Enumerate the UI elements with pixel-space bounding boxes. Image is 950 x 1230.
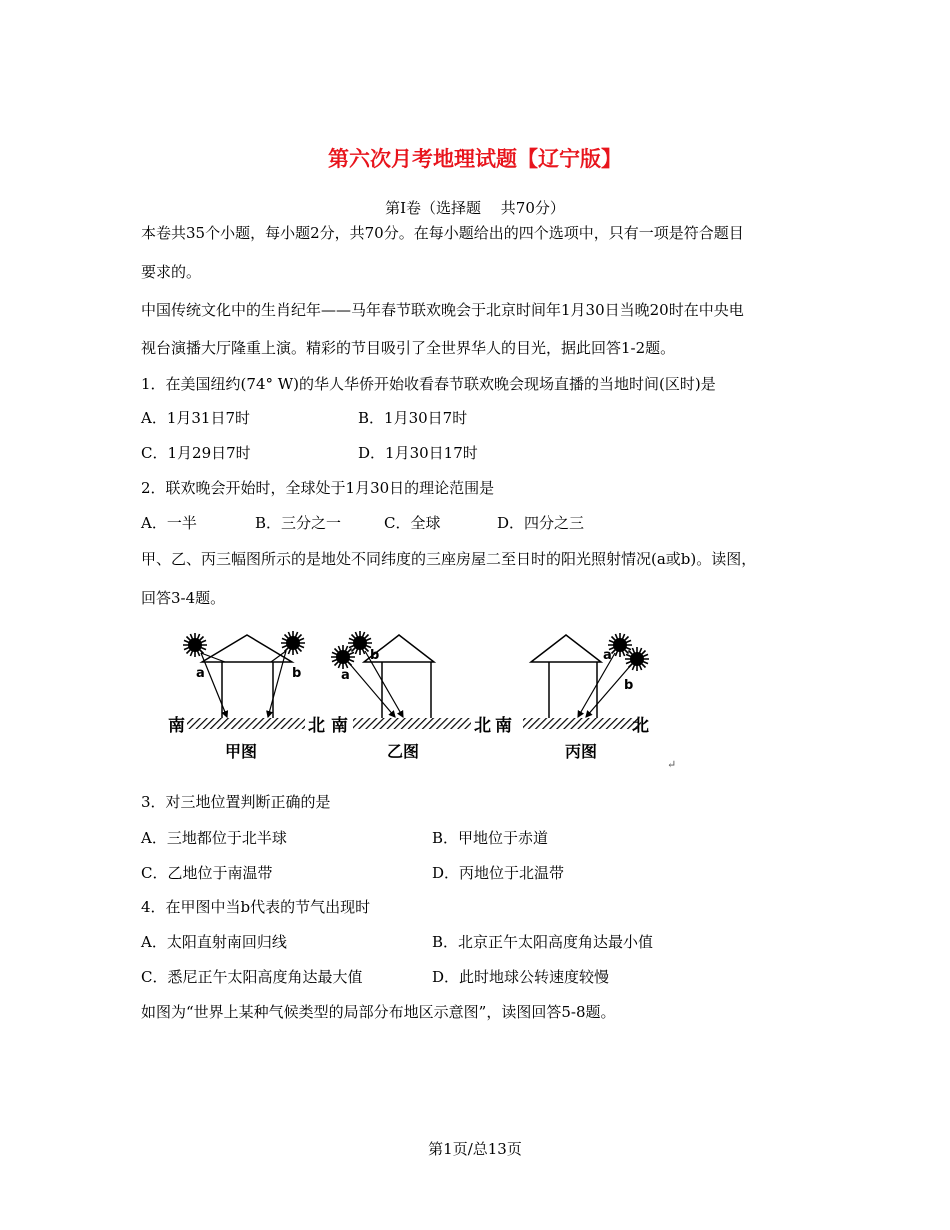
page-title: 第六次月考地理试题【辽宁版】 [328, 147, 622, 171]
instructions-line-2: 要求的。 [141, 263, 202, 281]
intro-line-3: 甲、乙、丙三幅图所示的是地处不同纬度的三座房屋二至日时的阳光照射情况(a或b)。读图， [141, 550, 757, 568]
intro-line-4: 回答3-4题。 [141, 589, 226, 607]
section-header: 第Ⅰ卷（选择题 共70分） [385, 199, 565, 217]
question-3-option-c: C．乙地位于南温带 [141, 864, 273, 882]
sunlight-houses-figure [165, 625, 685, 775]
label-south: 南 [168, 716, 185, 736]
ground-hatch [523, 718, 641, 729]
ground-hatch [353, 718, 471, 729]
intro-line-2: 视台演播大厅隆重上演。精彩的节目吸引了全世界华人的目光，据此回答1-2题。 [141, 339, 676, 357]
instructions-line-1: 本卷共35个小题，每小题2分，共70分。在每小题给出的四个选项中，只有一项是符合题目 [141, 224, 744, 242]
ray-label-a: a [341, 668, 350, 683]
ray-label-b: b [292, 666, 302, 681]
ground-hatch [187, 718, 305, 729]
question-2-option-a: A．一半 [141, 514, 197, 532]
question-4-option-d: D．此时地球公转速度较慢 [432, 968, 610, 986]
question-2-option-d: D．四分之三 [497, 514, 585, 532]
ray-label-a: a [603, 648, 612, 663]
question-2-stem: 2．联欢晚会开始时，全球处于1月30日的理论范围是 [141, 479, 495, 497]
question-3-option-a: A．三地都位于北半球 [141, 829, 287, 847]
intro-line-1: 中国传统文化中的生肖纪年——马年春节联欢晚会于北京时间年1月30日当晚20时在中央电 [141, 301, 744, 319]
house-roof [531, 635, 601, 662]
intro-line-5: 如图为“世界上某种气候类型的局部分布地区示意图”，读图回答5-8题。 [141, 1003, 616, 1021]
ray-label-b: b [624, 678, 634, 693]
question-2-option-b: B．三分之一 [255, 514, 342, 532]
question-2-option-c: C．全球 [384, 514, 441, 532]
question-3-option-d: D．丙地位于北温带 [432, 864, 565, 882]
ray-label-a: a [196, 666, 205, 681]
question-4-stem: 4．在甲图中当b代表的节气出现时 [141, 898, 371, 916]
caption-bing: 丙图 [565, 742, 598, 761]
question-3-option-b: B．甲地位于赤道 [432, 829, 549, 847]
question-4-option-c: C．悉尼正午太阳高度角达最大值 [141, 968, 363, 986]
sun-icon [348, 631, 372, 655]
question-1-stem: 1．在美国纽约(74° W)的华人华侨开始收看春节联欢晚会现场直播的当地时间(区时)是 [141, 375, 716, 393]
ray-label-b: b [370, 648, 380, 663]
question-1-option-b: B．1月30日7时 [358, 409, 468, 427]
caption-jia: 甲图 [225, 742, 258, 761]
caption-yi: 乙图 [387, 742, 420, 761]
panel-yi [331, 631, 471, 729]
label-south: 南 [495, 716, 512, 736]
question-1-option-a: A．1月31日7时 [141, 409, 251, 427]
question-4-option-a: A．太阳直射南回归线 [141, 933, 287, 951]
question-4-option-b: B．北京正午太阳高度角达最小值 [432, 933, 654, 951]
question-1-option-d: D．1月30日17时 [358, 444, 478, 462]
label-north: 北 [308, 716, 325, 736]
question-1-option-c: C．1月29日7时 [141, 444, 251, 462]
label-south: 南 [331, 716, 348, 736]
label-north: 北 [632, 716, 649, 736]
label-north: 北 [474, 716, 491, 736]
question-3-stem: 3．对三地位置判断正确的是 [141, 793, 331, 811]
return-mark: ↵ [667, 758, 677, 771]
page-footer: 第1页/总13页 [428, 1140, 522, 1158]
